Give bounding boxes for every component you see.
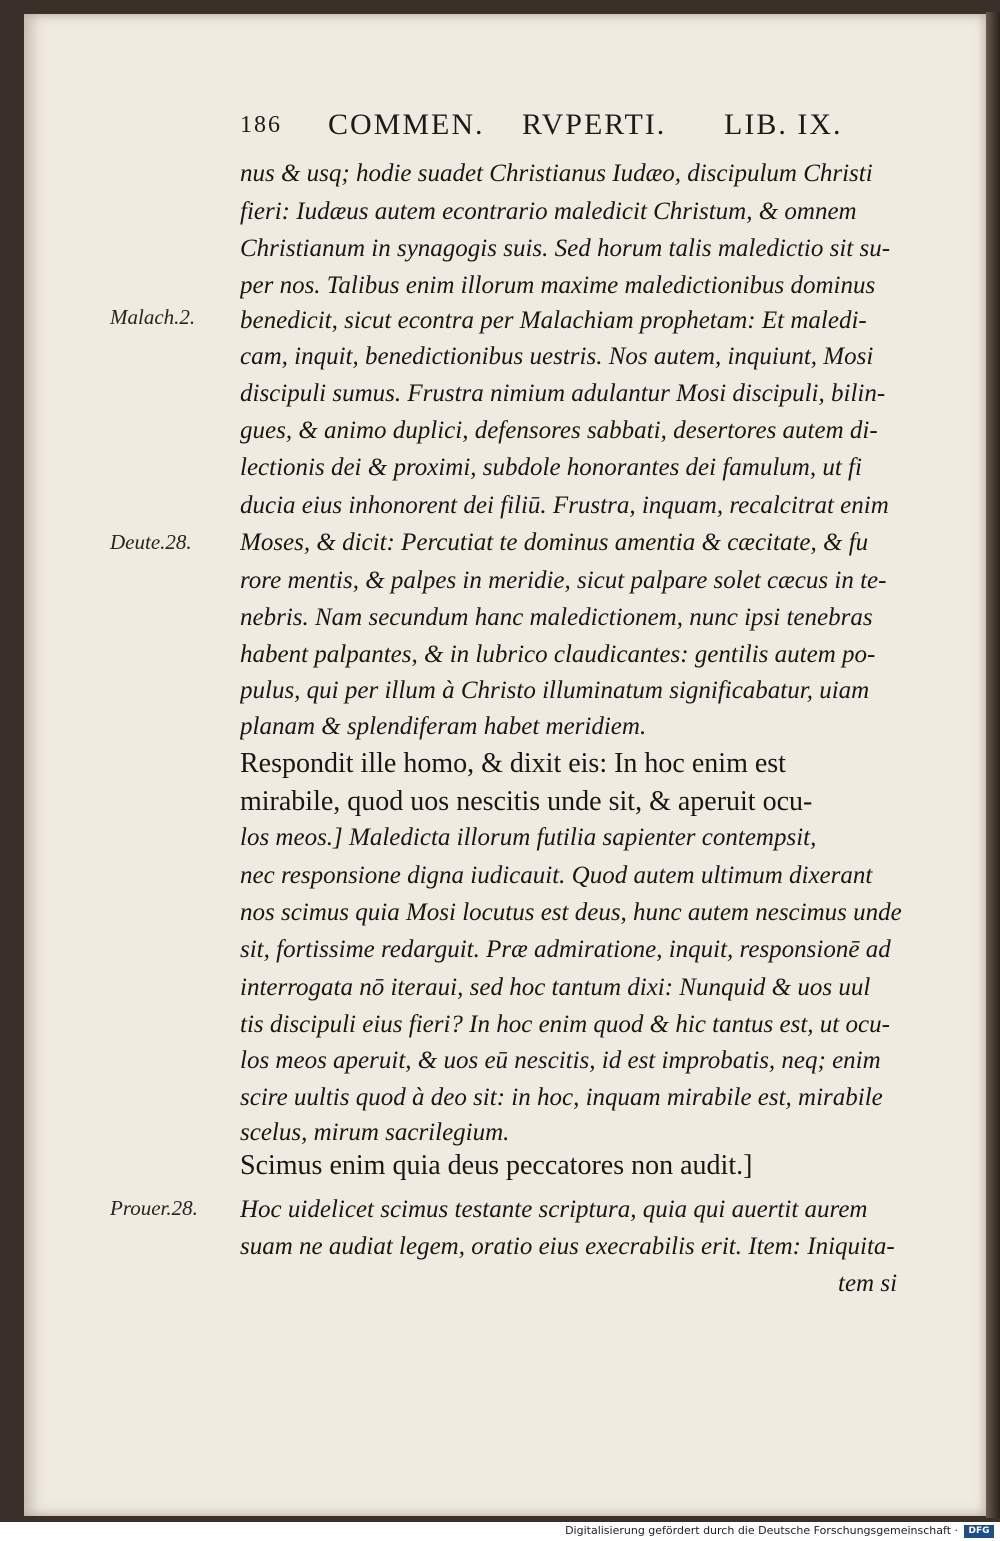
lemma-line: mirabile, quod uos nescitis unde sit, & aperuit ocu- xyxy=(240,786,813,817)
text-line: rore mentis, & palpes in meridie, sicut palpare solet cæcus in te- xyxy=(240,567,887,594)
margin-note-prouer: Prouer.28. xyxy=(110,1196,198,1220)
text-line: los meos.] Maledicta illorum futilia sapienter contempsit, xyxy=(240,824,817,851)
text-line: scelus, mirum sacrilegium. xyxy=(240,1119,510,1146)
text-line: lectionis dei & proximi, subdole honorantes dei famulum, ut fi xyxy=(240,454,862,481)
text-line: nus & usq; hodie suadet Christianus Iudæo, discipulum Christi xyxy=(240,160,873,187)
text-line: fieri: Iudæus autem econtrario maledicit Christum, & omnem xyxy=(240,198,857,225)
text-line: sit, fortissime redarguit. Præ admiratione, inquit, responsionē ad xyxy=(240,936,891,963)
running-header xyxy=(240,108,930,148)
header-lib: LIB. IX. xyxy=(724,108,843,141)
catchword: tem si xyxy=(838,1270,898,1297)
header-commen: COMMEN. xyxy=(328,108,485,141)
lemma-line: Respondit ille homo, & dixit eis: In hoc enim est xyxy=(240,748,786,779)
text-line: Moses, & dicit: Percutiat te dominus amentia & cæcitate, & fu xyxy=(240,529,869,556)
funding-credit: Digitalisierung gefördert durch die Deutsche Forschungsgemeinschaft · xyxy=(565,1524,958,1537)
text-line: los meos aperuit, & uos eū nescitis, id est improbatis, neq; enim xyxy=(240,1047,881,1074)
text-line: nos scimus quia Mosi locutus est deus, hunc autem nescimus unde xyxy=(240,899,902,926)
lemma-line: Scimus enim quia deus peccatores non audit.] xyxy=(240,1150,753,1181)
margin-note-deute: Deute.28. xyxy=(110,530,192,554)
text-line: per nos. Talibus enim illorum maxime maledictionibus dominus xyxy=(240,272,876,299)
footer-bar xyxy=(0,1522,1000,1541)
text-line: scire uultis quod à deo sit: in hoc, inquam mirabile est, mirabile xyxy=(240,1084,883,1111)
text-line: Hoc uidelicet scimus testante scriptura, quia qui auertit aurem xyxy=(240,1196,868,1223)
dfg-logo: DFG xyxy=(964,1525,994,1538)
header-ruperti: RVPERTI. xyxy=(522,108,667,141)
text-line: benedicit, sicut econtra per Malachiam prophetam: Et maledi- xyxy=(240,307,867,334)
text-line: ducia eius inhonorent dei filiū. Frustra, inquam, recalcitrat enim xyxy=(240,492,889,519)
text-line: discipuli sumus. Frustra nimium adulantur Mosi discipuli, bilin- xyxy=(240,380,886,407)
page-edge xyxy=(986,12,1000,1518)
text-line: tis discipuli eius fieri? In hoc enim quod & hic tantus est, ut ocu- xyxy=(240,1011,890,1038)
text-line: Christianum in synagogis suis. Sed horum talis maledictio sit su- xyxy=(240,235,891,262)
text-line: nec responsione digna iudicauit. Quod autem ultimum dixerant xyxy=(240,862,873,889)
text-line: interrogata nō iteraui, sed hoc tantum dixi: Nunquid & uos uul xyxy=(240,974,871,1001)
margin-note-malach: Malach.2. xyxy=(110,305,196,329)
text-line: suam ne audiat legem, oratio eius execrabilis erit. Item: Iniquita- xyxy=(240,1233,895,1260)
text-line: gues, & animo duplici, defensores sabbati, desertores autem di- xyxy=(240,417,878,444)
text-line: nebris. Nam secundum hanc maledictionem, nunc ipsi tenebras xyxy=(240,604,873,631)
text-line: habent palpantes, & in lubrico claudicantes: gentilis autem po- xyxy=(240,641,876,668)
text-line: planam & splendiferam habet meridiem. xyxy=(240,713,647,740)
text-line: pulus, qui per illum à Christo illuminatum significabatur, uiam xyxy=(240,677,870,704)
text-line: cam, inquit, benedictionibus uestris. Nos autem, inquiunt, Mosi xyxy=(240,343,874,370)
page-number: 186 xyxy=(240,112,282,138)
